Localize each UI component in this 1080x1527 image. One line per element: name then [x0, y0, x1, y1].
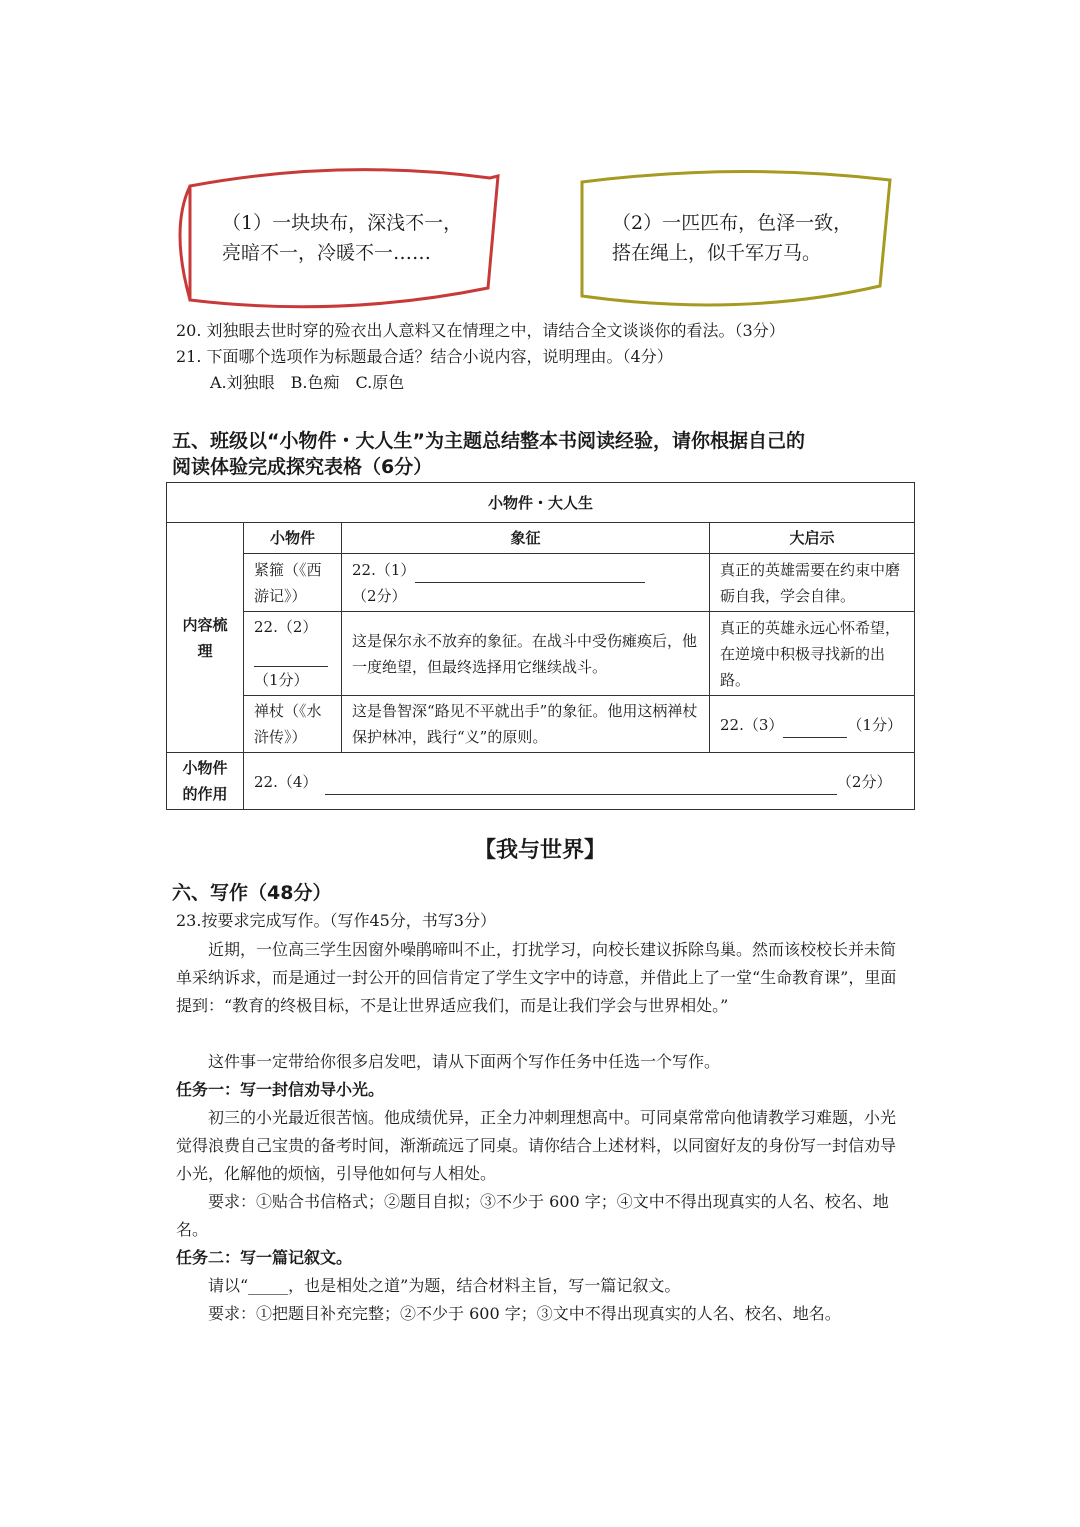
r3-insight-blank[interactable]: 22.（3） （1分） — [710, 696, 915, 753]
task-1-body: 初三的小光最近很苦恼。他成绩优异，正全力冲刺理想高中。可同桌常常向他请教学习难题，小光觉得浪费自己宝贵的备考时间，渐渐疏远了同桌。请你结合上述材料，以同窗好友的身份写一封信劝导小光，化解他的烦恼，引导他如何与人相处。 — [176, 1108, 897, 1183]
r2-insight: 真正的英雄永远心怀希望，在逆境中积极寻找新的出路。 — [710, 612, 915, 696]
banner-left-text — [222, 208, 462, 268]
banner-left-line1: （1）一块块布，深浅不一， — [222, 212, 463, 234]
world-heading: 【我与世界】 — [473, 838, 606, 863]
r1-symbol-blank[interactable]: 22.（1） （2分） — [342, 554, 710, 612]
task-1-requirements: 要求：①贴合书信格式；②题目自拟；③不少于 600 字；④文中不得出现真实的人名、校名、地名。 — [176, 1192, 889, 1239]
r1-insight: 真正的英雄需要在约束中磨砺自我，学会自律。 — [710, 554, 915, 612]
task-2-body: 请以“_____，也是相处之道”为题，结合材料主旨，写一篇记叙文。 — [208, 1276, 681, 1295]
question-23: 23.按要求完成写作。（写作45分，书写3分） — [176, 911, 496, 930]
col-header-item: 小物件 — [244, 523, 342, 554]
r1-item: 紧箍（《西游记》） — [244, 554, 342, 612]
col-header-insight: 大启示 — [710, 523, 915, 554]
writing-instruction: 这件事一定带给你很多启发吧，请从下面两个写作任务中任选一个写作。 — [208, 1052, 721, 1071]
writing-material: 近期，一位高三学生因窗外噪鹃啼叫不止，打扰学习，向校长建议拆除鸟巢。然而该校校长并未简单采纳诉求，而是通过一封公开的回信肯定了学生文字中的诗意，并借此上了一堂“生命教育课”，里面提到：“教育的终极目标，不是让世界适应我们，而是让我们学会与世界相处。” — [176, 940, 897, 1015]
col-header-symbol: 象征 — [342, 523, 710, 554]
banner-right-line2: 搭在绳上，似千军万马。 — [612, 242, 822, 264]
banner-left-line2: 亮暗不一，冷暖不一…… — [222, 242, 432, 264]
task-2-requirements: 要求：①把题目补充完整；②不少于 600 字；③文中不得出现真实的人名、校名、地名。 — [208, 1304, 841, 1323]
banner-right-text — [612, 208, 852, 268]
question-21-options: A.刘独眼 B.色痴 C.原色 — [210, 373, 405, 392]
r3-symbol: 这是鲁智深“路见不平就出手”的象征。他用这柄禅杖保护林冲，践行“义”的原则。 — [342, 696, 710, 753]
banner-right-line1: （2）一匹匹布，色泽一致， — [612, 212, 853, 234]
rowhead-role: 小物件的作用 — [167, 753, 244, 810]
exploration-table — [166, 482, 915, 810]
question-21: 21. 下面哪个选项作为标题最合适？结合小说内容，说明理由。（4分） — [176, 347, 673, 366]
r2-symbol: 这是保尔永不放弃的象征。在战斗中受伤瘫痪后，他一度绝望，但最终选择用它继续战斗。 — [342, 612, 710, 696]
task-2-title: 任务二：写一篇记叙文。 — [176, 1248, 353, 1267]
r3-item: 禅杖（《水浒传》） — [244, 696, 342, 753]
table-caption: 小物件・大人生 — [167, 483, 915, 523]
section-6-title: 六、写作（48分） — [172, 882, 332, 904]
section-5-title-line1: 五、班级以“小物件・大人生”为主题总结整本书阅读经验，请你根据自己的 — [172, 430, 805, 452]
section-5-title-line2: 阅读体验完成探究表格（6分） — [172, 456, 433, 478]
r2-item-blank[interactable]: 22.（2） （1分） — [244, 612, 342, 696]
rowhead-content: 内容梳理 — [167, 523, 244, 753]
r4-role-blank[interactable]: 22.（4） （2分） — [244, 753, 915, 810]
task-1-title: 任务一：写一封信劝导小光。 — [176, 1080, 385, 1099]
question-20: 20. 刘独眼去世时穿的殓衣出人意料又在情理之中，请结合全文谈谈你的看法。（3分） — [176, 321, 785, 340]
